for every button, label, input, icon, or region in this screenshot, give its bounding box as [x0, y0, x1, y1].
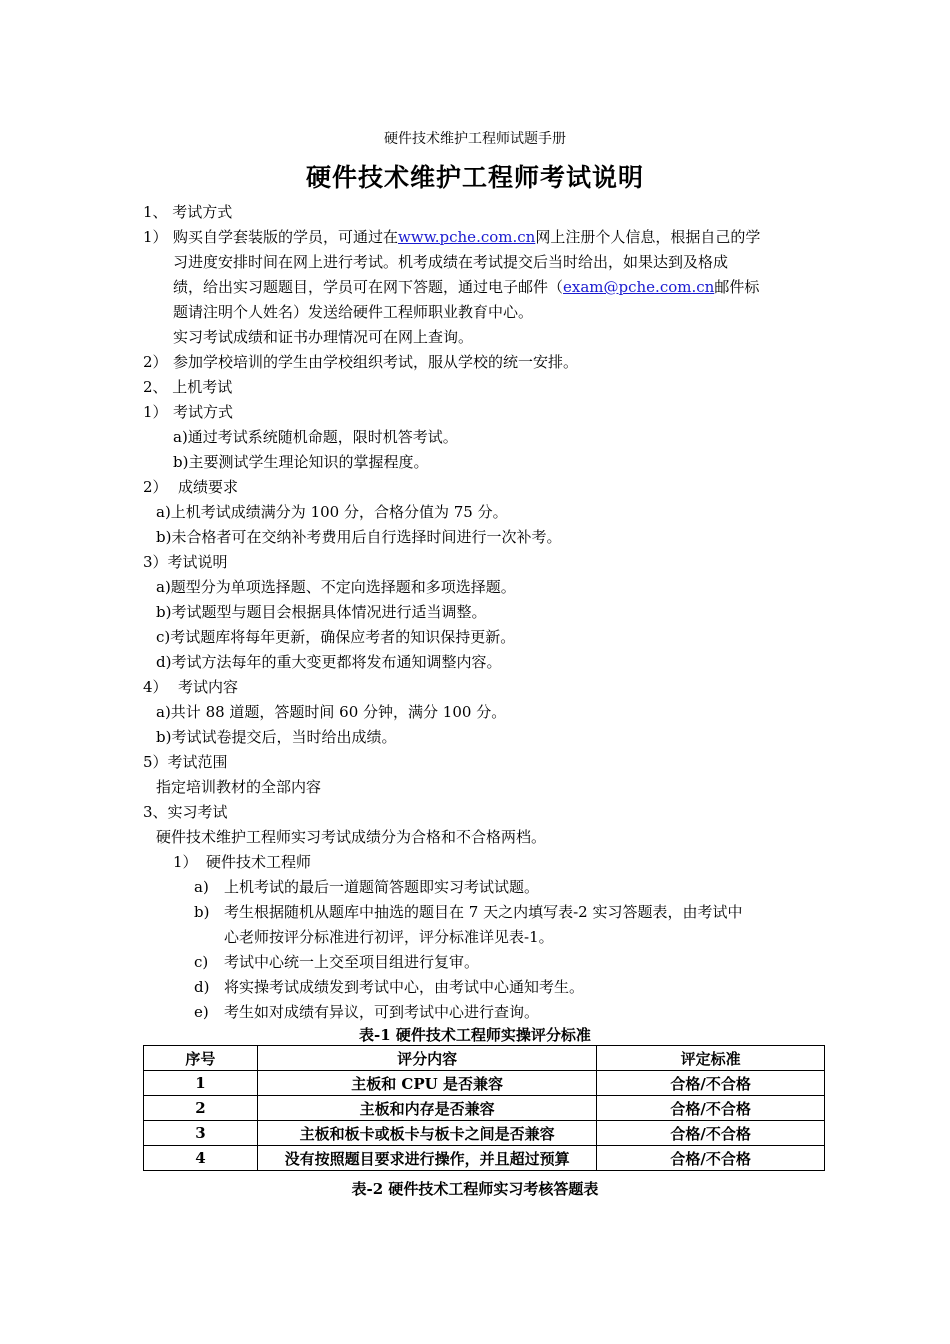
text-span: 购买自学套装版的学员，可通过在: [173, 228, 399, 246]
table-cell: 2: [144, 1096, 258, 1121]
item-number: 2）: [143, 478, 168, 496]
subsection-title: 硬件技术工程师: [206, 853, 312, 871]
list-item: 考试中心统一上交至项目组进行复审。: [224, 953, 480, 971]
list-item: a)共计 88 道题，答题时间 60 分钟，满分 100 分。: [156, 703, 507, 721]
list-item: 考生如对成绩有异议，可到考试中心进行查询。: [224, 1003, 540, 1021]
list-letter: a): [194, 878, 209, 896]
table-cell: 3: [144, 1121, 258, 1146]
section-3-heading: 3、实习考试: [143, 803, 228, 821]
scoring-table: [143, 1045, 825, 1171]
table-row: [144, 1096, 825, 1121]
table-cell: 合格/不合格: [597, 1096, 825, 1121]
paragraph-line: 硬件技术维护工程师实习考试成绩分为合格和不合格两档。: [156, 828, 547, 846]
list-item: 考生根据随机从题库中抽选的题目在 7 天之内填写表-2 实习答题表，由考试中: [224, 903, 743, 921]
paragraph-line: 参加学校培训的学生由学校组织考试，服从学校的统一安排。: [173, 353, 579, 371]
table-header-row: [144, 1046, 825, 1071]
table-row: [144, 1146, 825, 1171]
table-cell: 主板和板卡或板卡与板卡之间是否兼容: [257, 1121, 597, 1146]
item-number: 1）: [173, 853, 198, 871]
paragraph-line: 题请注明个人姓名）发送给硬件工程师职业教育中心。: [173, 303, 534, 321]
paragraph-line: [173, 226, 760, 248]
table-row: [144, 1121, 825, 1146]
subsection-title: 考试方式: [173, 403, 234, 421]
table-cell: 4: [144, 1146, 258, 1171]
table-cell: 合格/不合格: [597, 1146, 825, 1171]
list-letter: d): [194, 978, 210, 996]
paragraph-line: 实习考试成绩和证书办理情况可在网上查询。: [173, 328, 474, 346]
list-item: 上机考试的最后一道题简答题即实习考试试题。: [224, 878, 540, 896]
text-span: 绩，给出实习题题目，学员可在网下答题，通过电子邮件（: [173, 278, 564, 296]
text-span: 网上注册个人信息，根据自己的学: [535, 228, 761, 246]
section-2-heading: 2、 上机考试: [143, 378, 233, 396]
subsection-title: 成绩要求: [178, 478, 239, 496]
list-letter: b): [194, 903, 210, 921]
header-cell: 评分内容: [257, 1046, 597, 1071]
document-title: 硬件技术维护工程师考试说明: [305, 163, 644, 192]
paragraph-line: 习进度安排时间在网上进行考试。机考成绩在考试提交后当时给出，如果达到及格成: [173, 253, 729, 271]
table-cell: 主板和 CPU 是否兼容: [257, 1071, 597, 1096]
list-item: b)未合格者可在交纳补考费用后自行选择时间进行一次补考。: [156, 528, 562, 546]
subsection-title: 3）考试说明: [143, 553, 228, 571]
list-item: d)考试方法每年的重大变更都将发布通知调整内容。: [156, 653, 502, 671]
running-header: 硬件技术维护工程师试题手册: [384, 131, 566, 147]
table-row: [144, 1071, 825, 1096]
item-number: 2）: [143, 353, 168, 371]
table-cell: 1: [144, 1071, 258, 1096]
list-letter: e): [194, 1003, 209, 1021]
subsection-title: 5）考试范围: [143, 753, 228, 771]
paragraph-line: [173, 276, 759, 298]
section-1-heading: 1、 考试方式: [143, 203, 233, 221]
item-number: 4）: [143, 678, 168, 696]
list-item: b)主要测试学生理论知识的掌握程度。: [173, 453, 429, 471]
list-item: a)通过考试系统随机命题，限时机答考试。: [173, 428, 458, 446]
list-item: 将实操考试成绩发到考试中心，由考试中心通知考生。: [224, 978, 585, 996]
table-1-caption: 表-1 硬件技术工程师实操评分标准: [359, 1026, 591, 1044]
header-cell: 序号: [144, 1046, 258, 1071]
list-item: b)考试题型与题目会根据具体情况进行适当调整。: [156, 603, 487, 621]
list-item: a)上机考试成绩满分为 100 分，合格分值为 75 分。: [156, 503, 508, 521]
table-cell: 主板和内存是否兼容: [257, 1096, 597, 1121]
list-item: 指定培训教材的全部内容: [156, 778, 322, 796]
item-number: 1）: [143, 228, 168, 246]
list-letter: c): [194, 953, 209, 971]
table-cell: 没有按照题目要求进行操作，并且超过预算: [257, 1146, 597, 1171]
website-link[interactable]: www.pche.com.cn: [398, 228, 536, 246]
list-item: c)考试题库将每年更新，确保应考者的知识保持更新。: [156, 628, 516, 646]
email-link[interactable]: exam@pche.com.cn: [563, 278, 715, 296]
table-cell: 合格/不合格: [597, 1121, 825, 1146]
table-2-caption: 表-2 硬件技术工程师实习考核答题表: [351, 1180, 599, 1198]
list-item-continued: 心老师按评分标准进行初评，评分标准详见表-1。: [224, 928, 554, 946]
subsection-title: 考试内容: [178, 678, 239, 696]
list-item: a)题型分为单项选择题、不定向选择题和多项选择题。: [156, 578, 516, 596]
item-number: 1）: [143, 403, 168, 421]
table-cell: 合格/不合格: [597, 1071, 825, 1096]
text-span: 邮件标: [714, 278, 760, 296]
list-item: b)考试试卷提交后，当时给出成绩。: [156, 728, 397, 746]
header-cell: 评定标准: [597, 1046, 825, 1071]
